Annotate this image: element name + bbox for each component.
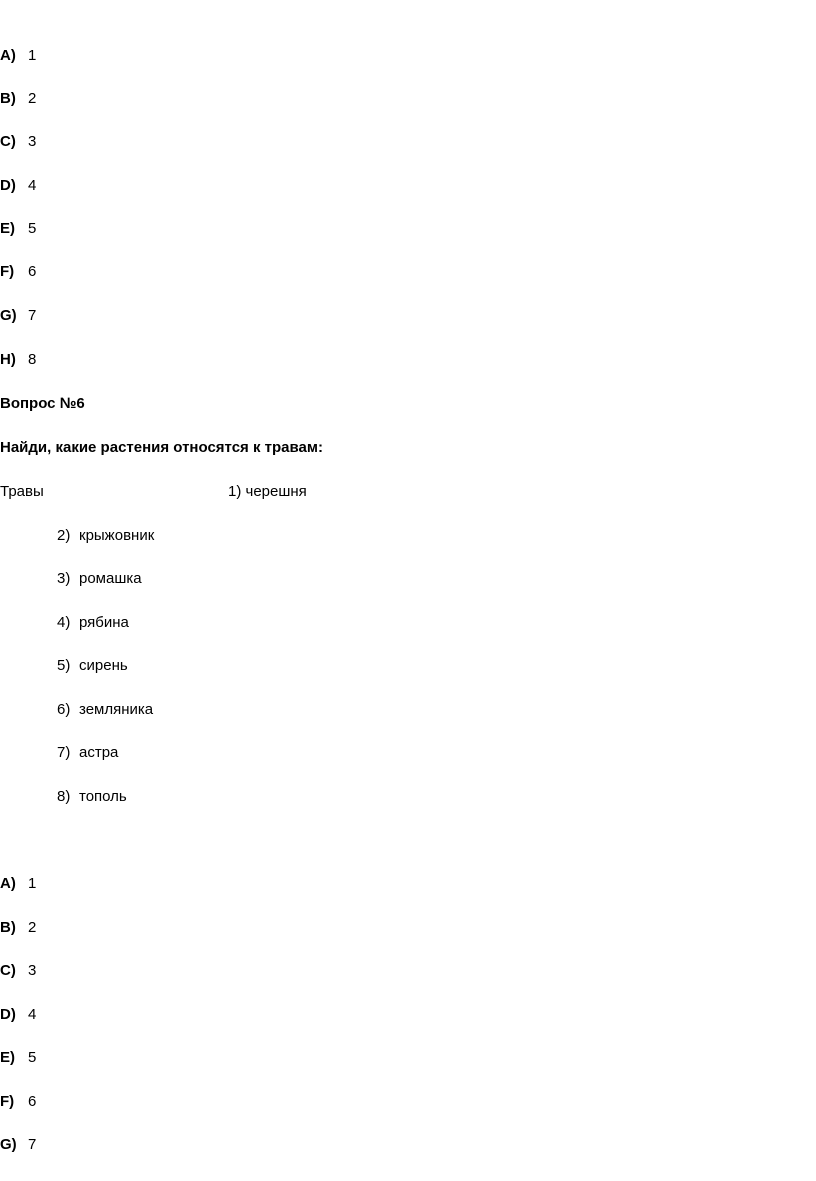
list-item-number: 2) (57, 527, 71, 544)
option-value: 5 (28, 220, 37, 237)
option-letter: A) (0, 47, 16, 64)
option-letter: B) (0, 919, 16, 936)
option-letter: A) (0, 875, 16, 892)
option-letter: G) (0, 307, 17, 324)
list-item-number: 8) (57, 788, 71, 805)
option-letter: F) (0, 1093, 15, 1110)
option-letter: D) (0, 1006, 16, 1023)
list-item-number: 7) (57, 744, 71, 761)
option-e[interactable] (0, 219, 36, 239)
option-h[interactable] (0, 350, 36, 370)
option-value: 8 (28, 351, 37, 368)
list-item (57, 569, 142, 589)
question-number: Вопрос №6 (0, 395, 85, 412)
list-item-text: крыжовник (79, 527, 155, 544)
option-letter: E) (0, 1049, 15, 1066)
option-value: 6 (28, 1093, 37, 1110)
option-value: 1 (28, 875, 37, 892)
option-f[interactable] (0, 1092, 36, 1112)
option-d[interactable] (0, 176, 36, 196)
option-a[interactable] (0, 874, 36, 894)
list-item (57, 656, 128, 676)
option-value: 4 (28, 177, 37, 194)
list-item (57, 526, 154, 546)
list-item-text: тополь (79, 788, 127, 805)
list-item-number: 4) (57, 614, 71, 631)
option-c[interactable] (0, 132, 36, 152)
list-item (57, 613, 129, 633)
option-value: 7 (28, 1136, 37, 1153)
option-b[interactable] (0, 89, 36, 109)
list-item-number: 6) (57, 701, 71, 718)
option-b[interactable] (0, 918, 36, 938)
option-e[interactable] (0, 1048, 36, 1068)
option-value: 7 (28, 307, 37, 324)
option-value: 3 (28, 133, 37, 150)
option-letter: B) (0, 90, 16, 107)
list-item-text: астра (79, 744, 119, 761)
option-value: 4 (28, 1006, 37, 1023)
option-g[interactable] (0, 1135, 36, 1155)
list-item (57, 743, 118, 763)
option-c[interactable] (0, 961, 36, 981)
list-item (57, 700, 153, 720)
list-item-text: рябина (79, 614, 129, 631)
list-item-text: сирень (79, 657, 128, 674)
option-value: 2 (28, 919, 37, 936)
question-prompt: Найди, какие растения относятся к травам: (0, 439, 323, 456)
list-item-text: ромашка (79, 570, 142, 587)
list-item-number: 3) (57, 570, 71, 587)
option-letter: D) (0, 177, 16, 194)
option-letter: F) (0, 263, 15, 280)
option-value: 5 (28, 1049, 37, 1066)
option-value: 2 (28, 90, 37, 107)
option-letter: H) (0, 351, 16, 368)
option-a[interactable] (0, 46, 36, 66)
option-value: 1 (28, 47, 37, 64)
option-letter: E) (0, 220, 15, 237)
option-f[interactable] (0, 262, 36, 282)
category-label: Травы (0, 483, 44, 500)
option-letter: C) (0, 962, 16, 979)
list-item-first: 1) черешня (228, 483, 307, 500)
list-item-number: 5) (57, 657, 71, 674)
option-letter: C) (0, 133, 16, 150)
option-letter: G) (0, 1136, 17, 1153)
option-g[interactable] (0, 306, 36, 326)
list-item-text: земляника (79, 701, 154, 718)
list-item (57, 787, 127, 807)
option-d[interactable] (0, 1005, 36, 1025)
option-value: 6 (28, 263, 37, 280)
option-value: 3 (28, 962, 37, 979)
